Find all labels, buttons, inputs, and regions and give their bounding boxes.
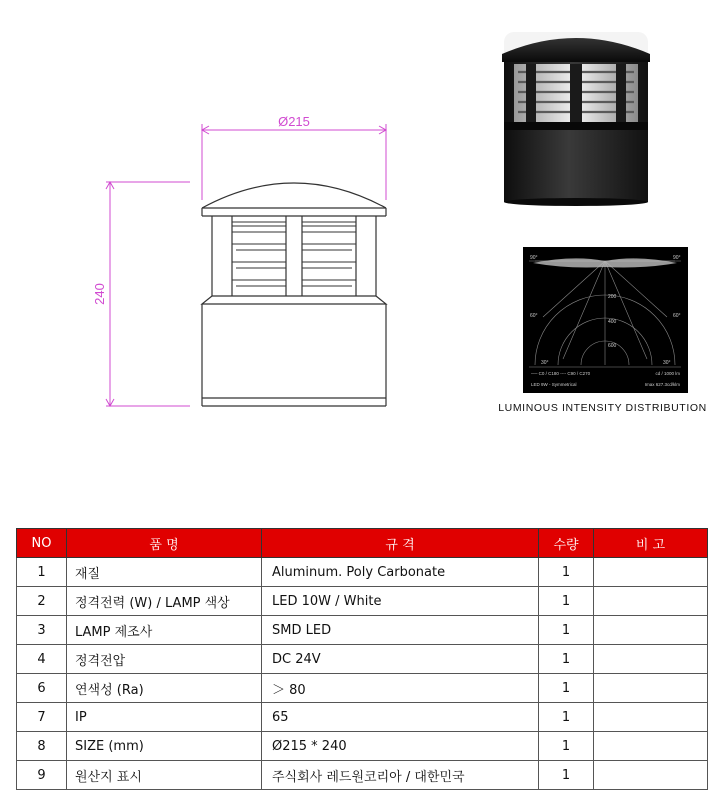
cell-note	[594, 732, 708, 761]
cell-spec: LED 10W / White	[262, 587, 539, 616]
cell-item: 정격전력 (W) / LAMP 색상	[67, 587, 262, 616]
table-row	[17, 616, 708, 645]
fixture-outline	[202, 183, 386, 406]
cell-note	[594, 587, 708, 616]
angle-label: 60°	[673, 313, 681, 319]
ring-label: 400	[608, 319, 617, 325]
cell-no: 6	[17, 674, 67, 703]
cell-qty: 1	[539, 645, 594, 674]
polar-intensity-chart	[523, 247, 688, 393]
cell-no: 3	[17, 616, 67, 645]
angle-label: 60°	[530, 313, 538, 319]
cell-note	[594, 761, 708, 790]
cell-qty: 1	[539, 616, 594, 645]
cell-qty: 1	[539, 587, 594, 616]
table-row	[17, 674, 708, 703]
header-spec: 규 격	[262, 529, 539, 558]
cell-spec: Ø215 * 240	[262, 732, 539, 761]
cell-note	[594, 558, 708, 587]
table-row	[17, 761, 708, 790]
cell-no: 7	[17, 703, 67, 732]
cell-qty: 1	[539, 732, 594, 761]
cell-item: IP	[67, 703, 262, 732]
cell-item: 정격전압	[67, 645, 262, 674]
table-row	[17, 732, 708, 761]
table-row	[17, 587, 708, 616]
cell-no: 1	[17, 558, 67, 587]
header-qty: 수량	[539, 529, 594, 558]
cell-item: 재질	[67, 558, 262, 587]
legend-label: ── C0 / C180 ---- C90 / C270	[531, 371, 591, 376]
height-dimension	[106, 182, 190, 406]
cell-item: 연색성 (Ra)	[67, 674, 262, 703]
footer-label: Imax 627.3cd/klm	[644, 382, 680, 387]
polar-caption: LUMINOUS INTENSITY DISTRIBUTION	[498, 402, 707, 414]
angle-label: 90°	[530, 255, 538, 261]
cell-item: LAMP 제조사	[67, 616, 262, 645]
diameter-label: Ø215	[278, 114, 310, 129]
cell-spec: SMD LED	[262, 616, 539, 645]
cell-no: 2	[17, 587, 67, 616]
technical-drawing	[0, 0, 480, 430]
angle-label: 30°	[663, 360, 671, 366]
cell-qty: 1	[539, 761, 594, 790]
product-photo	[496, 22, 656, 207]
header-note: 비 고	[594, 529, 708, 558]
height-label: 240	[92, 283, 107, 305]
angle-label: 30°	[541, 360, 549, 366]
spec-table	[16, 528, 708, 790]
cell-spec: 65	[262, 703, 539, 732]
cell-note	[594, 674, 708, 703]
cell-item: 원산지 표시	[67, 761, 262, 790]
cell-spec: 주식회사 레드원코리아 / 대한민국	[262, 761, 539, 790]
table-row	[17, 645, 708, 674]
ring-label: 600	[608, 343, 617, 349]
cell-no: 4	[17, 645, 67, 674]
cell-qty: 1	[539, 558, 594, 587]
cell-no: 9	[17, 761, 67, 790]
table-row	[17, 703, 708, 732]
diameter-dimension	[202, 124, 386, 200]
table-header-row	[17, 529, 708, 558]
cell-spec: DC 24V	[262, 645, 539, 674]
cell-no: 8	[17, 732, 67, 761]
header-no: NO	[17, 529, 67, 558]
legend-label: cd / 1000 lm	[655, 371, 680, 376]
cell-qty: 1	[539, 674, 594, 703]
cell-note	[594, 703, 708, 732]
ring-label: 200	[608, 294, 617, 300]
cell-note	[594, 616, 708, 645]
cell-note	[594, 645, 708, 674]
table-row	[17, 558, 708, 587]
cell-item: SIZE (mm)	[67, 732, 262, 761]
cell-spec: Aluminum. Poly Carbonate	[262, 558, 539, 587]
footer-label: LED 9W - Symmetrical	[531, 382, 577, 387]
cell-qty: 1	[539, 703, 594, 732]
header-item: 품 명	[67, 529, 262, 558]
angle-label: 90°	[673, 255, 681, 261]
cell-spec: ＞ 80	[262, 674, 539, 703]
